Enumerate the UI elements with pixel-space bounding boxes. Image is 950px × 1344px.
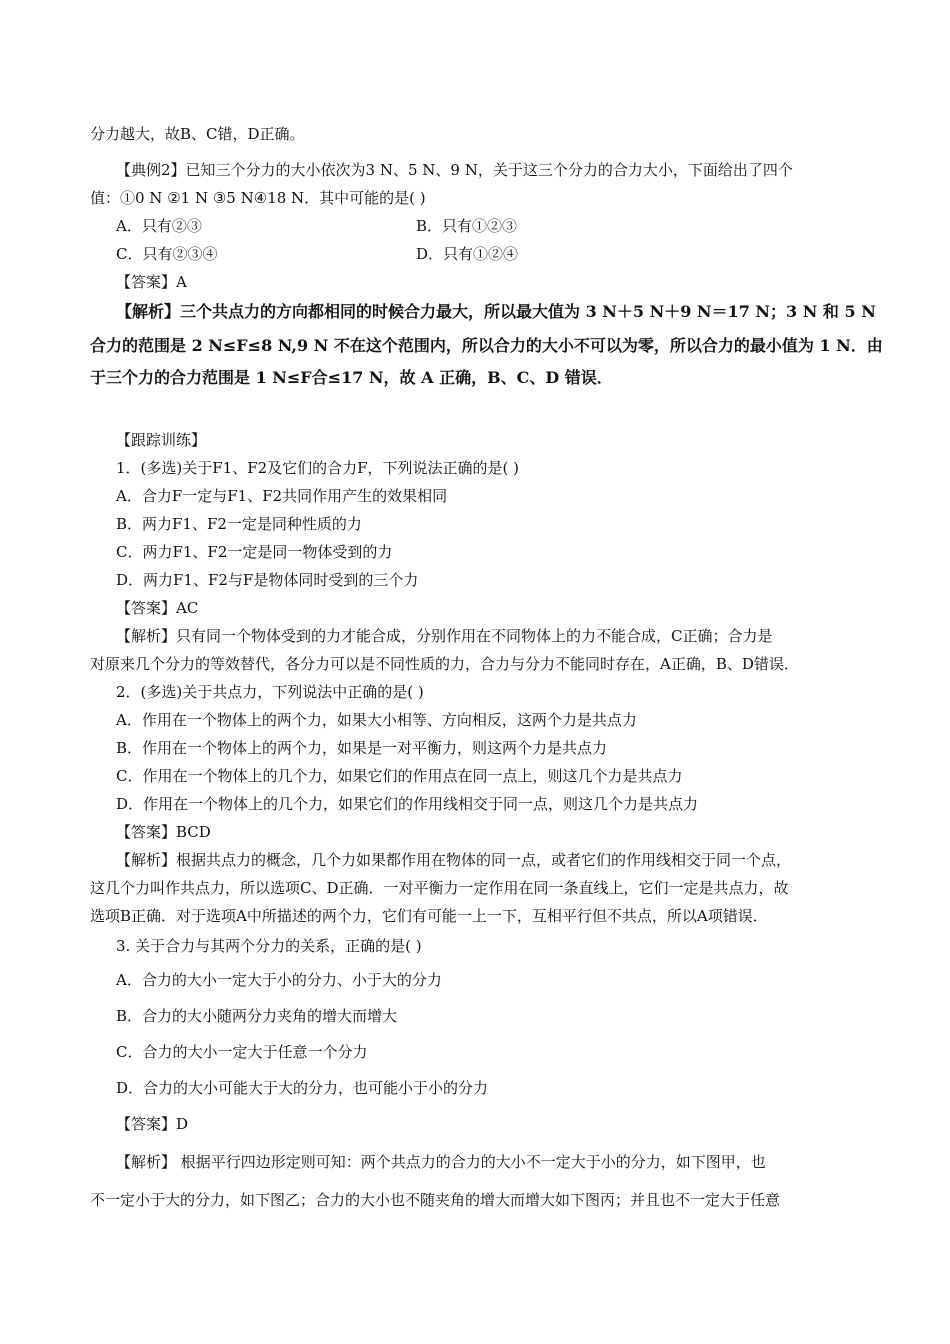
answer-line: 【答案】AC (116, 599, 199, 617)
option-a: A．作用在一个物体上的两个力，如果大小相等、方向相反，这两个力是共点力 (116, 711, 637, 729)
option-c: C．只有②③④ (116, 245, 218, 263)
option-c: C．作用在一个物体上的几个力，如果它们的作用点在同一点上，则这几个力是共点力 (116, 767, 683, 785)
option-a: A．合力的大小一定大于小的分力、小于大的分力 (116, 971, 442, 989)
analysis-line: 选项B正确．对于选项A中所描述的两个力，它们有可能一上一下，互相平行但不共点，所以A项错误． (90, 907, 768, 925)
question-3: 3. 关于合力与其两个分力的关系，正确的是( ) (116, 937, 422, 955)
analysis-line: 这几个力叫作共点力，所以选项C、D正确．一对平衡力一定作用在同一条直线上，它们一定是共点力，故 (90, 879, 789, 897)
answer-line: 【答案】D (116, 1115, 189, 1133)
example-2-question-line: 【典例2】已知三个分力的大小依次为3 N、5 N、9 N，关于这三个分力的合力大小，下面给出了四个 (116, 161, 793, 179)
option-a: A．合力F一定与F1、F2共同作用产生的效果相同 (116, 487, 448, 505)
answer-line: 【答案】A (116, 273, 187, 291)
analysis-line: 【解析】 根据平行四边形定则可知：两个共点力的合力的大小不一定大于小的分力，如下图甲，也 (116, 1153, 766, 1171)
analysis-line: 合力的范围是 2 N≤F≤8 N,9 N 不在这个范围内，所以合力的大小不可以为零，所以合力的最小值为 1 N．由 (90, 336, 883, 355)
option-d: D．只有①②④ (416, 245, 519, 263)
analysis-line: 【解析】根据共点力的概念，几个力如果都作用在物体的同一点，或者它们的作用线相交于同一个点， (116, 851, 792, 869)
analysis-line: 【解析】三个共点力的方向都相同的时候合力最大，所以最大值为 3 N＋5 N＋9 N＝17 N；3 N 和 5 N (116, 302, 876, 321)
option-c: C．合力的大小一定大于任意一个分力 (116, 1043, 368, 1061)
option-d: D．两力F1、F2与F是物体同时受到的三个力 (116, 571, 419, 589)
question-2: 2．(多选)关于共点力，下列说法中正确的是( ) (116, 683, 424, 701)
option-b: B．两力F1、F2一定是同种性质的力 (116, 515, 362, 533)
example-2-question-line: 值：①0 N ②1 N ③5 N④18 N．其中可能的是( ) (90, 189, 426, 207)
option-b: B．只有①②③ (416, 217, 518, 235)
option-d: D．作用在一个物体上的几个力，如果它们的作用线相交于同一点，则这几个力是共点力 (116, 795, 699, 813)
analysis-line: 不一定小于大的分力，如下图乙；合力的大小也不随夹角的增大而增大如下图丙；并且也不一定大于任意 (90, 1191, 781, 1209)
option-c: C．两力F1、F2一定是同一物体受到的力 (116, 543, 393, 561)
section-title: 【跟踪训练】 (116, 431, 207, 449)
option-b: B．合力的大小随两分力夹角的增大而增大 (116, 1007, 398, 1025)
question-1: 1．(多选)关于F1、F2及它们的合力F，下列说法正确的是( ) (116, 459, 520, 477)
analysis-line: 【解析】只有同一个物体受到的力才能合成，分别作用在不同物体上的力不能合成，C正确；合力是 (116, 627, 773, 645)
text-line: 分力越大，故B、C错，D正确。 (90, 125, 305, 143)
option-b: B．作用在一个物体上的两个力，如果是一对平衡力，则这两个力是共点力 (116, 739, 608, 757)
analysis-line: 于三个力的合力范围是 1 N≤F合≤17 N，故 A 正确，B、C、D 错误． (90, 368, 613, 387)
analysis-line: 对原来几个分力的等效替代，各分力可以是不同性质的力，合力与分力不能同时存在，A正确，B、D错误． (90, 655, 799, 673)
option-a: A．只有②③ (116, 217, 202, 235)
answer-line: 【答案】BCD (116, 823, 211, 841)
option-d: D．合力的大小可能大于大的分力，也可能小于小的分力 (116, 1079, 489, 1097)
